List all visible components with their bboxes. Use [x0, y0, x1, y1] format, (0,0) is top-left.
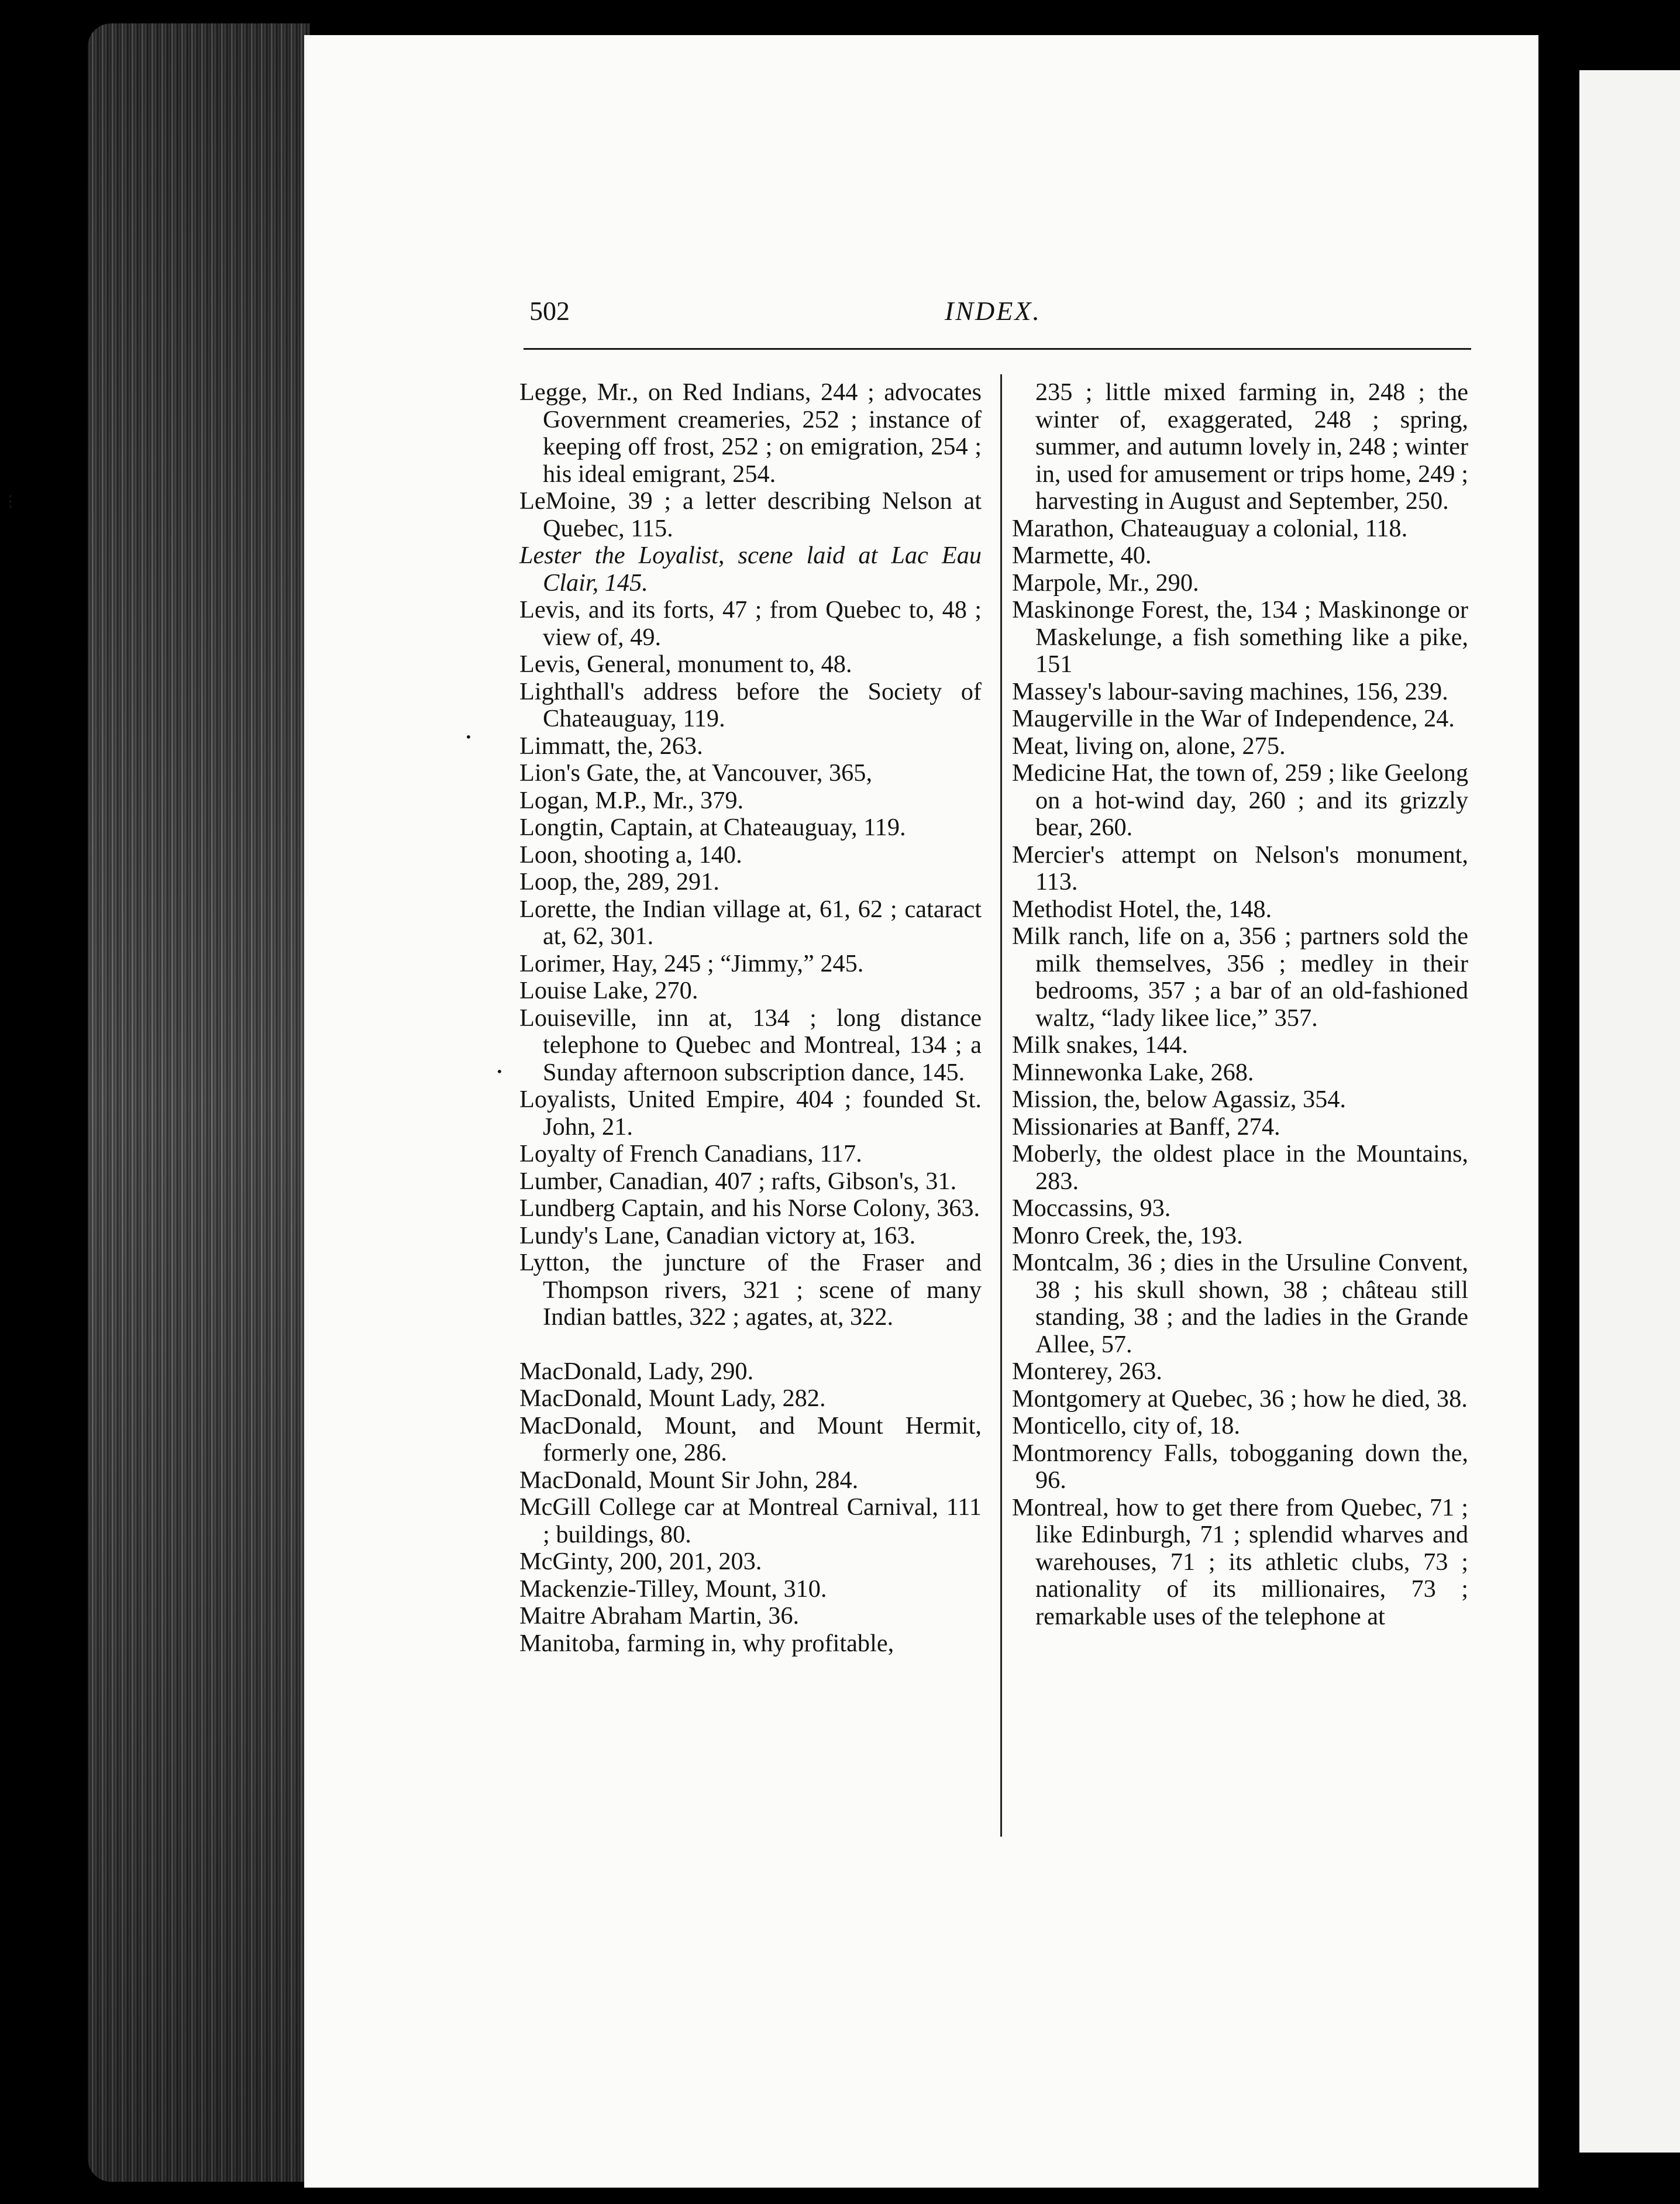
index-entry: Lion's Gate, the, at Vancouver, 365, [519, 759, 873, 787]
index-entry: Levis, and its forts, 47 ; from Quebec to, 48 ; view of, 49. [519, 596, 982, 651]
index-entry: Legge, Mr., on Red Indians, 244 ; advocates Government creameries, 252 ; instance of keeping off frost, 252 ; on emigration, 254 ; his ideal emigrant, 254. [519, 378, 982, 488]
index-entry: Montreal, how to get there from Quebec, 71 ; like Edinburgh, 71 ; splendid wharves and warehouses, 71 ; its athletic clubs, 73 ; nationality of its millionaires, 73 ; remarkable uses of the telephone at [1012, 1493, 1468, 1630]
index-entry: Marmette, 40. [1012, 542, 1152, 569]
index-entry: Maitre Abraham Martin, 36. [519, 1602, 800, 1630]
index-entry: MacDonald, Lady, 290. [519, 1357, 754, 1385]
index-entry-continuation: 235 ; little mixed farming in, 248 ; the winter of, exaggerated, 248 ; spring, summer, and autumn lovely in, 248 ; winter in, used for amusement or trips home, 249 ; harvesting in August and September, 250. [1035, 378, 1468, 515]
index-entry: Marathon, Chateauguay a colonial, 118. [1012, 514, 1408, 542]
index-entry: Moccassins, 93. [1012, 1194, 1171, 1222]
index-entry: Lundberg Captain, and his Norse Colony, 363. [519, 1194, 980, 1222]
index-entry: Marpole, Mr., 290. [1012, 569, 1199, 597]
index-entry: Mackenzie-Tilley, Mount, 310. [519, 1575, 827, 1603]
index-column-right [1012, 379, 1468, 1630]
running-head: INDEX. [945, 296, 1041, 326]
facing-page-edge [1579, 70, 1680, 2153]
index-entry: LeMoine, 39 ; a letter describing Nelson at Quebec, 115. [519, 487, 982, 542]
index-entry: Missionaries at Banff, 274. [1012, 1113, 1280, 1141]
index-entry: MacDonald, Mount Sir John, 284. [519, 1466, 859, 1494]
index-entry: Maugerville in the War of Independence, 24. [1012, 705, 1455, 732]
index-entry: Maskinonge Forest, the, 134 ; Maskinonge or Maskelunge, a fish something like a pike, 151 [1012, 596, 1468, 678]
index-entry: Massey's labour-saving machines, 156, 239. [1012, 677, 1448, 705]
column-divider [1000, 374, 1002, 1837]
index-entry: Lundy's Lane, Canadian victory at, 163. [519, 1221, 916, 1249]
index-entry: Louiseville, inn at, 134 ; long distance telephone to Quebec and Montreal, 134 ; a Sunday afternoon subscription dance, 145. [519, 1004, 982, 1086]
index-column-left [519, 379, 982, 1657]
index-entry: Montgomery at Quebec, 36 ; how he died, 38. [1012, 1385, 1468, 1413]
index-entry: Lorette, the Indian village at, 61, 62 ; cataract at, 62, 301. [519, 895, 982, 950]
index-entry: Levis, General, monument to, 48. [519, 650, 852, 678]
header-rule [524, 348, 1471, 350]
index-entry: Limmatt, the, 263. [519, 732, 703, 760]
index-entry: Logan, M.P., Mr., 379. [519, 786, 744, 814]
page-number: 502 [529, 296, 570, 326]
index-entry: Monterey, 263. [1012, 1358, 1162, 1385]
index-entry: Montmorency Falls, tobogganing down the, 96. [1012, 1439, 1468, 1494]
index-entry: Lester the Loyalist, scene laid at Lac Eau Clair, 145. [519, 542, 982, 597]
section-gap [519, 1331, 982, 1358]
index-entry: Loon, shooting a, 140. [519, 841, 742, 869]
index-entry: Lumber, Canadian, 407 ; rafts, Gibson's, 31. [519, 1167, 957, 1195]
index-entry: Loyalists, United Empire, 404 ; founded St. John, 21. [519, 1086, 982, 1141]
index-entry: Loyalty of French Canadians, 117. [519, 1140, 862, 1168]
index-entry: Montcalm, 36 ; dies in the Ursuline Convent, 38 ; his skull shown, 38 ; château still standing, 38 ; and the ladies in the Grande Allee, 57. [1012, 1249, 1468, 1358]
scan-speck: ⁝ [7, 490, 14, 514]
index-entry: Milk ranch, life on a, 356 ; partners sold the milk themselves, 356 ; medley in their bedrooms, 357 ; a bar of an old-fashioned waltz, “lady likee lice,” 357. [1012, 922, 1468, 1032]
index-entry: Mercier's attempt on Nelson's monument, 113. [1012, 841, 1468, 896]
index-entry: Louise Lake, 270. [519, 977, 698, 1004]
index-entry: Monro Creek, the, 193. [1012, 1221, 1243, 1249]
index-entry: Lytton, the juncture of the Fraser and Thompson rivers, 321 ; scene of many Indian battles, 322 ; agates, at, 322. [519, 1249, 982, 1331]
page-gutter [1544, 35, 1574, 2188]
index-entry: Longtin, Captain, at Chateauguay, 119. [519, 814, 906, 841]
scan-speck: • [496, 1065, 503, 1079]
index-entry: McGill College car at Montreal Carnival, 111 ; buildings, 80. [519, 1493, 982, 1548]
index-entry: Monticello, city of, 18. [1012, 1412, 1241, 1440]
index-entry: Milk snakes, 144. [1012, 1031, 1188, 1059]
index-entry: MacDonald, Mount Lady, 282. [519, 1385, 826, 1412]
index-entry: Lorimer, Hay, 245 ; “Jimmy,” 245. [519, 949, 864, 977]
index-entry: Minnewonka Lake, 268. [1012, 1058, 1254, 1086]
scan-speck: • [465, 730, 472, 744]
index-entry: Methodist Hotel, the, 148. [1012, 895, 1272, 923]
index-entry: Loop, the, 289, 291. [519, 868, 719, 896]
index-entry: MacDonald, Mount, and Mount Hermit, formerly one, 286. [519, 1411, 982, 1466]
index-entry: Mission, the, below Agassiz, 354. [1012, 1086, 1346, 1113]
index-entry: Medicine Hat, the town of, 259 ; like Geelong on a hot-wind day, 260 ; and its grizzly bear, 260. [1012, 759, 1468, 841]
index-entry: Meat, living on, alone, 275. [1012, 732, 1286, 760]
index-entry: Lighthall's address before the Society of Chateauguay, 119. [519, 677, 982, 732]
book-fore-edge [88, 23, 310, 2182]
index-entry: Manitoba, farming in, why profitable, [519, 1629, 894, 1657]
index-entry: Moberly, the oldest place in the Mountains, 283. [1012, 1140, 1468, 1195]
index-entry: McGinty, 200, 201, 203. [519, 1548, 762, 1575]
